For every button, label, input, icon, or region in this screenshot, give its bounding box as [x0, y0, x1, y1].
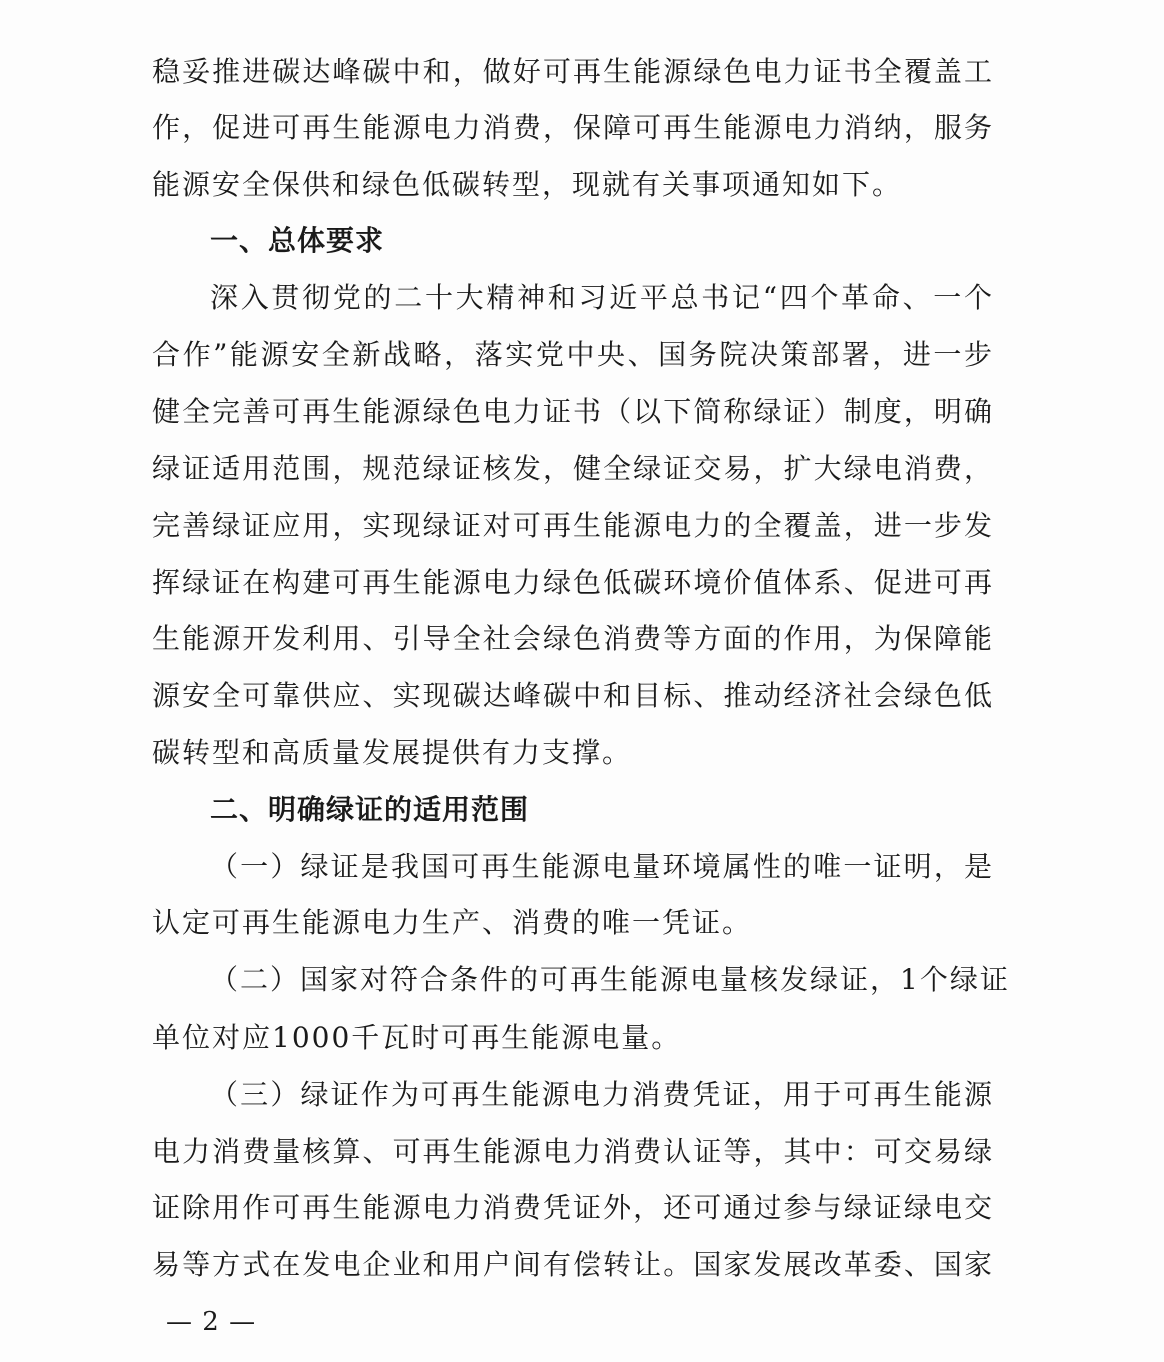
text-line: 生能源开发利用、引导全社会绿色消费等方面的作用，为保障能 [152, 622, 994, 655]
text-line: 证除用作可再生能源电力消费凭证外，还可通过参与绿证绿电交 [152, 1191, 994, 1224]
text-line: （一）绿证是我国可再生能源电量环境属性的唯一证明，是 [210, 850, 994, 883]
text-line: 认定可再生能源电力生产、消费的唯一凭证。 [152, 906, 753, 939]
text-line: 易等方式在发电企业和用户间有偿转让。国家发展改革委、国家 [152, 1248, 994, 1281]
section-heading: 二、明确绿证的适用范围 [210, 793, 530, 826]
text-line: 碳转型和高质量发展提供有力支撑。 [152, 736, 633, 769]
text-line: 电力消费量核算、可再生能源电力消费认证等，其中：可交易绿 [152, 1135, 994, 1168]
text-line: 作，促进可再生能源电力消费，保障可再生能源电力消纳，服务 [152, 111, 994, 144]
text-line: 绿证适用范围，规范绿证核发，健全绿证交易，扩大绿电消费， [152, 452, 994, 485]
text-line: （三）绿证作为可再生能源电力消费凭证，用于可再生能源 [210, 1078, 994, 1111]
section-heading: 一、总体要求 [210, 224, 385, 257]
text-line: 能源安全保供和绿色低碳转型，现就有关事项通知如下。 [152, 168, 903, 201]
text-line: （二）国家对符合条件的可再生能源电量核发绿证，1个绿证 [210, 963, 1010, 996]
text-line: 合作”能源安全新战略，落实党中央、国务院决策部署，进一步 [152, 338, 994, 371]
page-number: — 2 — [166, 1307, 257, 1337]
text-line: 完善绿证应用，实现绿证对可再生能源电力的全覆盖，进一步发 [152, 509, 994, 542]
text-line: 源安全可靠供应、实现碳达峰碳中和目标、推动经济社会绿色低 [152, 679, 994, 712]
text-line: 健全完善可再生能源绿色电力证书（以下简称绿证）制度，明确 [152, 395, 994, 428]
text-line: 稳妥推进碳达峰碳中和，做好可再生能源绿色电力证书全覆盖工 [152, 55, 994, 88]
text-line: 深入贯彻党的二十大精神和习近平总书记“四个革命、一个 [210, 281, 994, 314]
text-line: 单位对应1000千瓦时可再生能源电量。 [152, 1021, 682, 1054]
text-line: 挥绿证在构建可再生能源电力绿色低碳环境价值体系、促进可再 [152, 566, 994, 599]
